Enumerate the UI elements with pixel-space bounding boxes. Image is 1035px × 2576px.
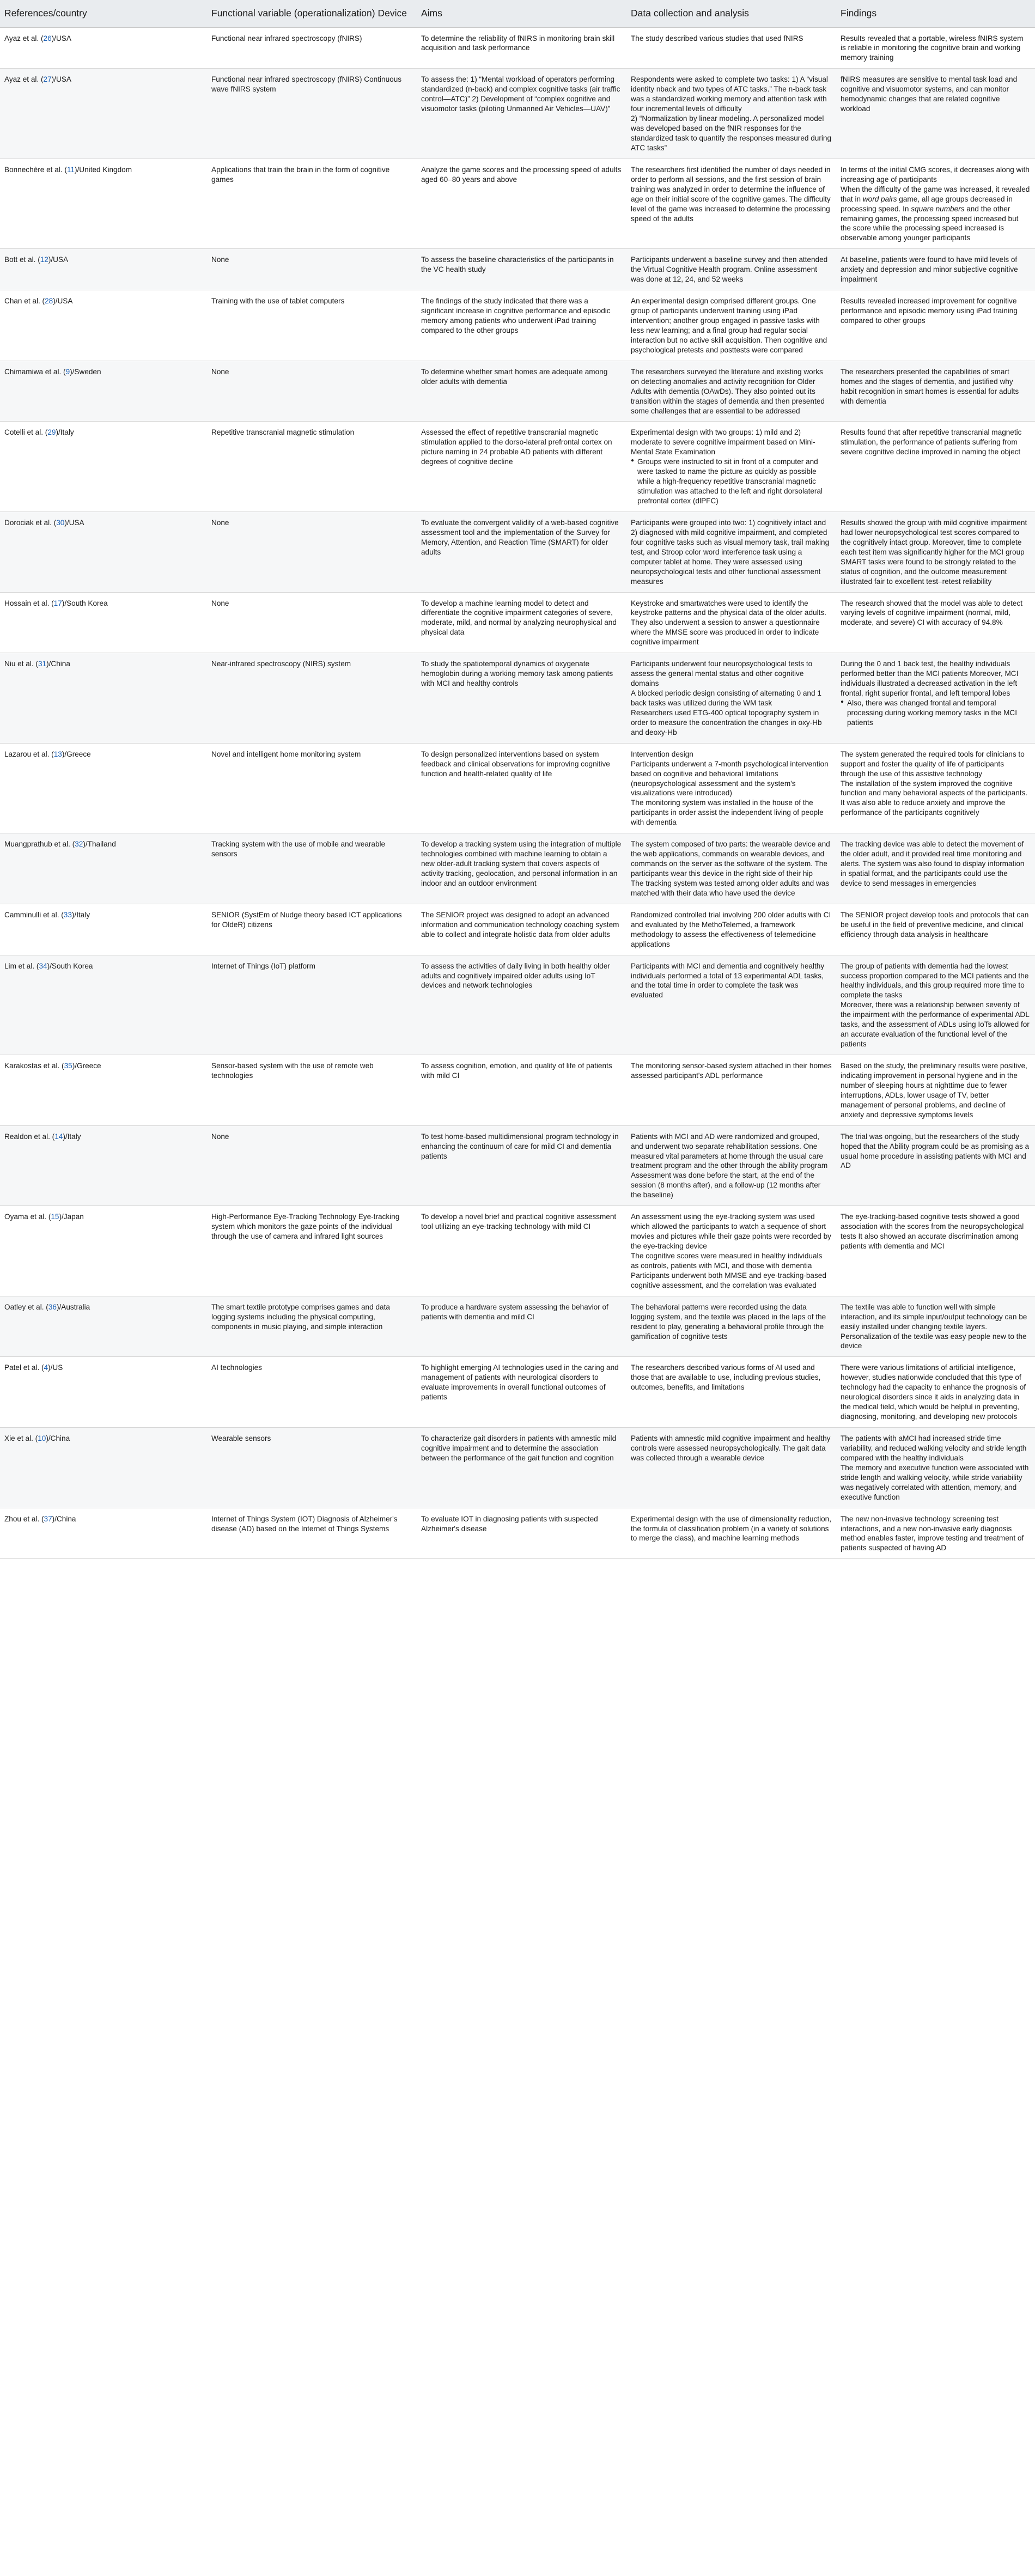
device-cell [207,904,417,955]
aims-paragraph: To assess the baseline characteristics of the participants in the VC health study [421,255,614,274]
device-cell [207,422,417,512]
citation-link[interactable]: 17 [53,599,62,607]
data-paragraph: Keystroke and smartwatches were used to identify the keystroke patterns and the physical data of the older adults. They also underwent a session to answer a questionnaire where the MMSE score was produced in order to indicate cognitive impairment [631,599,826,647]
reference-cell [0,743,207,833]
table-row [0,653,1035,744]
aims-cell [417,290,626,361]
data-paragraph: The study described various studies that used fNIRS [631,34,803,42]
aims-paragraph: To highlight emerging AI technologies used in the caring and management of patients with neurological disorders to evaluate improvements in overall functional outcomes of patients [421,1363,619,1402]
findings-paragraph: Results revealed increased improvement for cognitive performance and episodic memory using iPad training compared to other groups [841,297,1018,325]
aims-paragraph: To produce a hardware system assessing the behavior of patients with dementia and mild CI [421,1302,608,1321]
data-cell [626,69,836,159]
findings-cell [836,1428,1035,1508]
device-paragraph: Wearable sensors [211,1434,271,1442]
reference-cell [0,27,207,69]
reference-cell [0,159,207,249]
reference-country: )/China [52,1514,76,1523]
aims-cell [417,955,626,1055]
findings-paragraph: SMART tasks were found to be strongly related to the status of cognition, and the outcome measurement illustrated fair to excellent test–retest reliability [841,557,1016,586]
aims-paragraph: The findings of the study indicated that there was a significant increase in cognitive performance and episodic memory among patients who underwent iPad training compared to the other groups [421,297,611,334]
header-row [0,0,1035,27]
device-paragraph: Near-infrared spectroscopy (NIRS) system [211,660,351,668]
data-paragraph: Patients with MCI and AD were randomized and grouped, and underwent two separate rehabilitation sessions. One measured vital parameters at home through the usual care treatment program and the other through the ability program [631,1132,828,1170]
reference-cell [0,422,207,512]
reference-country: )/United Kingdom [75,165,132,174]
device-cell [207,833,417,904]
reference-cell [0,833,207,904]
reference-author: Camminulli et al. ( [4,910,64,919]
data-paragraph: Randomized controlled trial involving 200 older adults with CI and evaluated by the MethoTelemed, a framework methodology to assess the effectiveness of telemedicine applications [631,910,831,948]
reference-cell [0,249,207,290]
reference-country: )/Italy [56,428,74,437]
data-paragraph: The tracking system was tested among older adults and was matched with their data who have used the device [631,879,830,897]
citation-link[interactable]: 27 [43,75,52,84]
reference-author: Hossain et al. ( [4,599,54,607]
findings-cell [836,1296,1035,1357]
findings-paragraph: The tracking device was able to detect the movement of the older adult, and it provided real time monitoring and alerts. The system was also found to display information in spatial format, and the participants could use the device to send messages in emergencies [841,840,1025,887]
citation-link[interactable]: 30 [56,518,65,527]
reference-author: Bott et al. ( [4,255,40,264]
device-paragraph: None [211,1132,229,1141]
data-paragraph: The behavioral patterns were recorded using the data logging system, and the textile was placed in the laps of the resident to play, generating a behavioral profile through the gamification of cognitive tests [631,1302,826,1341]
findings-paragraph: The memory and executive function were associated with stride length and walking velocity, while stride variability was negatively correlated with attention, memory, and executive function [841,1463,1029,1501]
findings-cell [836,69,1035,159]
table-row [0,1428,1035,1508]
header-data-collection: Data collection and analysis [626,0,836,27]
device-paragraph: Functional near infrared spectroscopy (fNIRS) [211,34,362,42]
findings-paragraph: During the 0 and 1 back test, the healthy individuals performed better than the MCI patients Moreover, MCI individuals illustrated a decreased activation in the left frontal, right superior frontal, and left temporal lobes [841,660,1019,697]
header-findings: Findings [836,0,1035,27]
device-cell [207,1508,417,1559]
aims-paragraph: To test home-based multidimensional program technology in enhancing the continuum of care for mild CI and dementia patients [421,1132,619,1160]
data-paragraph: 2) “Normalization by linear modeling. A personalized model was developed based on the fNIR responses for the standardized task to quantify the responses measured during ATC tasks” [631,114,832,152]
aims-cell [417,1428,626,1508]
citation-link[interactable]: 37 [44,1514,52,1523]
table-row [0,592,1035,653]
reference-cell [0,955,207,1055]
table-row [0,361,1035,422]
findings-paragraph: The installation of the system improved the cognitive function and many behavioral aspects of the participants. It was also able to reduce anxiety and improve the performance of the participants cognitively [841,779,1028,817]
reference-cell [0,1125,207,1206]
reference-cell [0,511,207,592]
findings-cell [836,1055,1035,1126]
table-row [0,743,1035,833]
reference-author: Ayaz et al. ( [4,34,44,42]
findings-cell [836,511,1035,592]
citation-link[interactable]: 4 [44,1363,48,1372]
reference-cell [0,1428,207,1508]
findings-paragraph: The SENIOR project develop tools and protocols that can be useful in the field of preventive medicine, and clinical efficiency through data analysis in healthcare [841,910,1029,939]
data-paragraph: The researchers first identified the number of days needed in order to perform all sessions, and the first session of brain training was analyzed in order to determine the influence of age on their initial score of the cognitive games. The difficulty level of the game was increased to determine the processing speed of the adults [631,165,831,223]
reference-author: Chan et al. ( [4,297,45,306]
data-paragraph: The researchers surveyed the literature and existing works on detecting anomalies and activity recognition for Older Adults with dementia (OAwDs). They also pointed out its transition within the stages of dementia and then presented some challenges that are essential to be addressed [631,367,825,415]
findings-cell [836,290,1035,361]
reference-country: )/Italy [71,910,90,919]
findings-paragraph: Results showed the group with mild cognitive impairment had lower neuropsychological test scores compared to the cognitively intact group. Moreover, time to complete each test item was significantly higher for the MCI group [841,518,1027,556]
findings-cell [836,743,1035,833]
reference-country: )/Australia [56,1302,90,1311]
data-paragraph: Participants were grouped into two: 1) cognitively intact and 2) diagnosed with mild cognitive impairment, and completed four cognitive tasks such as visual memory task, trail making test, and Stroop color word interference task using a computer tablet at home. They were assessed using neuropsychological tests and other functional assessment measures [631,518,830,586]
findings-cell [836,422,1035,512]
device-cell [207,361,417,422]
reference-cell [0,1357,207,1428]
device-paragraph: SENIOR (SystEm of Nudge theory based ICT applications for OldeR) citizens [211,910,402,929]
findings-paragraph: The group of patients with dementia had the lowest success proportion compared to the MCI patients and the healthy individuals, and this group required more time to complete the tasks [841,961,1029,1000]
reference-cell [0,1055,207,1126]
device-paragraph: Repetitive transcranial magnetic stimulation [211,428,355,437]
reference-country: )/USA [51,34,71,42]
device-paragraph: AI technologies [211,1363,262,1372]
aims-cell [417,592,626,653]
findings-paragraph: The research showed that the model was able to detect varying levels of cognitive impairment (normal, mild, moderate, and severe) CI with accuracy of 94.8% [841,599,1022,627]
data-paragraph: Patients with amnestic mild cognitive impairment and healthy controls were assessed neuropsychologically. The gait data was collected through a wearable device [631,1434,831,1462]
findings-paragraph: fNIRS measures are sensitive to mental task load and cognitive and visuomotor systems, and can monitor hemodynamic changes that are related cognitive workload [841,75,1018,113]
table-row [0,955,1035,1055]
data-paragraph: An assessment using the eye-tracking system was used which allowed the participants to watch a sequence of short movies and pictures while their gaze points were recorded by the eye-tracking device [631,1213,831,1250]
data-cell [626,290,836,361]
table-row [0,904,1035,955]
findings-cell [836,592,1035,653]
data-paragraph: Researchers used ETG-400 optical topography system in order to measure the concentration the changes in oxy-Hb and deoxy-Hb [631,708,822,736]
aims-cell [417,69,626,159]
data-paragraph: Participants with MCI and dementia and cognitively healthy individuals performed a total of 13 experimental ADL tasks, and the total time in order to complete the task was evaluated [631,961,825,1000]
reference-cell [0,592,207,653]
aims-cell [417,159,626,249]
aims-cell [417,904,626,955]
data-cell [626,1508,836,1559]
reference-country: )/China [46,1434,70,1442]
reference-country: )/US [48,1363,63,1372]
table-row [0,69,1035,159]
reference-author: Oatley et al. ( [4,1302,48,1311]
findings-paragraph: Results revealed that a portable, wireless fNIRS system is reliable in monitoring the cognitive brain and working memory training [841,34,1024,62]
reference-author: Cotelli et al. ( [4,428,48,437]
device-cell [207,1125,417,1206]
data-cell [626,27,836,69]
data-cell [626,511,836,592]
data-paragraph: The system composed of two parts: the wearable device and the web applications, commands on wearable devices, and commands on the server as the software of the system. The participants wear this device in the right side of their hip [631,840,830,878]
findings-cell [836,955,1035,1055]
data-cell [626,653,836,744]
reference-author: Muangprathub et al. ( [4,840,75,849]
aims-cell [417,511,626,592]
data-paragraph: ● Groups were instructed to sit in front of a computer and were tasked to name the picture as quickly as possible while a high-frequency repetitive transcranial magnetic stimulation was attached to the left and right dorsolateral prefrontal cortex (dlPFC) [631,457,832,506]
device-cell [207,249,417,290]
device-paragraph: The smart textile prototype comprises games and data logging systems including the physical computing, components in music playing, and simple interaction [211,1302,390,1331]
table-body [0,27,1035,1559]
aims-paragraph: To study the spatiotemporal dynamics of oxygenate hemoglobin during a working memory task among patients with MCI and healthy controls [421,660,613,688]
citation-link[interactable]: 9 [65,367,70,376]
findings-paragraph: ● Also, there was changed frontal and temporal processing during working memory tasks in the MCI patients [841,698,1031,728]
findings-paragraph: The trial was ongoing, but the researchers of the study hoped that the Ability program could be as promising as a usual home procedure in assisting patients with MCI and AD [841,1132,1030,1170]
citation-link[interactable]: 35 [64,1062,72,1070]
aims-cell [417,653,626,744]
findings-paragraph: The patients with aMCI had increased stride time variability, and reduced walking velocity and stride length compared with the healthy individuals [841,1434,1027,1462]
reference-author: Lim et al. ( [4,961,39,970]
citation-link[interactable]: 12 [40,255,48,264]
data-paragraph: Experimental design with the use of dimensionality reduction, the formula of classification problem (in a variety of solutions to merge the class), and machine learning methods [631,1514,831,1543]
data-cell [626,361,836,422]
aims-cell [417,249,626,290]
aims-paragraph: To develop a machine learning model to detect and differentiate the cognitive impairment categories of severe, moderate, mild, and normal by analyzing neurophysical and physical data [421,599,617,637]
table-row [0,290,1035,361]
findings-paragraph: At baseline, patients were found to have mild levels of anxiety and depression and minor subjective cognitive impairment [841,255,1018,284]
device-cell [207,1357,417,1428]
data-cell [626,159,836,249]
aims-cell [417,1206,626,1296]
reference-cell [0,69,207,159]
citation-link[interactable]: 11 [66,165,75,174]
reference-cell [0,904,207,955]
citation-link[interactable]: 32 [75,840,83,849]
aims-cell [417,1296,626,1357]
findings-cell [836,1125,1035,1206]
citation-link[interactable]: 10 [38,1434,46,1442]
reference-country: )/Greece [72,1062,101,1070]
aims-cell [417,361,626,422]
reference-country: )/Japan [59,1213,84,1221]
header-references: References/country [0,0,207,27]
reference-country: )/Thailand [83,840,116,849]
data-paragraph: Participants underwent a 7-month psychological intervention based on cognitive and behavioral limitations (neuropsychological assessment and the system's visualizations were introduced) [631,759,829,797]
device-paragraph: Internet of Things (IoT) platform [211,961,315,970]
citation-link[interactable]: 26 [43,34,52,42]
device-paragraph: None [211,518,229,527]
reference-country: )/Greece [62,750,91,758]
data-cell [626,1428,836,1508]
aims-paragraph: To develop a novel brief and practical cognitive assessment tool utilizing an eye-tracking technology with mild CI [421,1213,617,1231]
data-paragraph: Experimental design with two groups: 1) mild and 2) moderate to severe cognitive impairment based on Mini-Mental State Examination [631,428,815,456]
aims-paragraph: Assessed the effect of repetitive transcranial magnetic stimulation applied to the dorso-lateral prefrontal cortex on picture naming in 24 probable AD patients with different degrees of cognitive decline [421,428,612,466]
device-cell [207,1055,417,1126]
aims-paragraph: The SENIOR project was designed to adopt an advanced information and communication technology coaching system able to collect and integrate holistic data from older adults [421,910,619,939]
findings-cell [836,159,1035,249]
findings-cell [836,361,1035,422]
data-paragraph: The researchers described various forms of AI used and those that are available to use, including previous studies, outcomes, benefits, and limitations [631,1363,821,1392]
device-cell [207,27,417,69]
table-row [0,159,1035,249]
reference-country: )/Italy [63,1132,81,1141]
reference-author: Patel et al. ( [4,1363,44,1372]
reference-author: Ayaz et al. ( [4,75,44,84]
aims-paragraph: To assess the activities of daily living in both healthy older adults and cognitively impaired older adults using IoT devices and network technologies [421,961,610,990]
device-paragraph: High-Performance Eye-Tracking Technology Eye-tracking system which monitors the gaze points of the individual through the use of camera and infrared light sources [211,1213,400,1241]
data-paragraph: Participants underwent a baseline survey and then attended the Virtual Cognitive Health program. Online assessment was done at 12, 24, and 52 weeks [631,255,828,284]
findings-cell [836,1357,1035,1428]
table-row [0,249,1035,290]
findings-cell [836,653,1035,744]
reference-country: )/USA [51,75,71,84]
data-cell [626,904,836,955]
findings-paragraph: Results found that after repetitive transcranial magnetic stimulation, the performance of patients suffering from severe cognitive decline improved in naming the object [841,428,1022,456]
data-cell [626,833,836,904]
citation-link[interactable]: 34 [39,961,47,970]
reference-author: Niu et al. ( [4,660,38,668]
reference-country: )/South Korea [62,599,108,607]
aims-paragraph: To evaluate IOT in diagnosing patients with suspected Alzheimer's disease [421,1514,598,1533]
reference-country: )/Sweden [70,367,101,376]
data-paragraph: The monitoring sensor-based system attached in their homes assessed participant's ADL performance [631,1062,832,1080]
reference-cell [0,361,207,422]
reference-country: )/China [46,660,70,668]
reference-author: Lazarou et al. ( [4,750,54,758]
table-row [0,1508,1035,1559]
aims-paragraph: To determine the reliability of fNIRS in monitoring brain skill acquisition and task performance [421,34,615,52]
device-paragraph: Sensor-based system with the use of remote web technologies [211,1062,374,1080]
citation-link[interactable]: 33 [63,910,72,919]
device-paragraph: Tracking system with the use of mobile and wearable sensors [211,840,386,858]
aims-paragraph: Analyze the game scores and the processing speed of adults aged 60–80 years and above [421,165,622,184]
table-row [0,1125,1035,1206]
aims-paragraph: To determine whether smart homes are adequate among older adults with dementia [421,367,608,386]
findings-paragraph: The textile was able to function well with simple interaction, and its simple input/output technology can be easily installed under changing textile layers. Personalization of the textile was easy people new to the device [841,1302,1027,1350]
citation-link[interactable]: 29 [47,428,56,437]
device-cell [207,290,417,361]
data-cell [626,1206,836,1296]
device-cell [207,1296,417,1357]
data-cell [626,743,836,833]
citation-link[interactable]: 31 [38,660,47,668]
findings-cell [836,833,1035,904]
citation-link[interactable]: 13 [53,750,62,758]
data-cell [626,249,836,290]
aims-cell [417,1508,626,1559]
data-paragraph: The monitoring system was installed in the house of the participants in order assist the independent living of people with dementia [631,799,824,827]
citation-link[interactable]: 36 [48,1302,57,1311]
device-paragraph: None [211,367,229,376]
device-paragraph: None [211,255,229,264]
device-cell [207,69,417,159]
aims-paragraph: To evaluate the convergent validity of a web-based cognitive assessment tool and the implementation of the Survey for Memory, Attention, and Reaction Time (SMART) for older adults [421,518,619,556]
data-cell [626,1125,836,1206]
aims-cell [417,1055,626,1126]
findings-cell [836,27,1035,69]
reference-author: Oyama et al. ( [4,1213,51,1221]
device-cell [207,653,417,744]
table-row [0,27,1035,69]
reference-cell [0,290,207,361]
findings-paragraph: The researchers presented the capabilities of smart homes and the stages of dementia, and justified why habit recognition in smart homes is essential for adults with dementia [841,367,1019,405]
reference-cell [0,1508,207,1559]
reference-cell [0,1206,207,1296]
device-cell [207,1206,417,1296]
reference-author: Xie et al. ( [4,1434,38,1442]
header-aims: Aims [417,0,626,27]
aims-paragraph: To characterize gait disorders in patients with amnestic mild cognitive impairment and to determine the association between the performance of the gait function and cognition [421,1434,617,1462]
device-paragraph: None [211,599,229,607]
aims-paragraph: To design personalized interventions based on system feedback and clinical observations for improving cognitive function and health-related quality of life [421,750,610,778]
table-row [0,1206,1035,1296]
findings-paragraph: The eye-tracking-based cognitive tests showed a good association with the scores from the neuropsychological tests It also showed an accurate discrimination among patients with dementia and MCI [841,1213,1024,1250]
aims-cell [417,422,626,512]
header-device: Functional variable (operationalization) Device [207,0,417,27]
reference-author: Bonnechère et al. ( [4,165,67,174]
reference-author: Realdon et al. ( [4,1132,55,1141]
reference-country: )/USA [64,518,84,527]
device-paragraph: Internet of Things System (IOT) Diagnosis of Alzheimer's disease (AD) based on the Internet of Things Systems [211,1514,398,1533]
findings-cell [836,1508,1035,1559]
data-paragraph: The cognitive scores were measured in healthy individuals as controls, patients with MCI, and those with dementia [631,1251,823,1270]
reference-author: Dorociak et al. ( [4,518,57,527]
data-cell [626,422,836,512]
device-cell [207,511,417,592]
data-paragraph: Intervention design [631,750,693,758]
findings-paragraph: Moreover, there was a relationship between severity of the impairment with the performance of experimental ADL tasks, and the assessment of ADLs using IoTs allowed for an accurate evaluation of the functional level of the patients [841,1001,1030,1049]
reference-country: )/USA [53,297,73,306]
aims-paragraph: To assess the: 1) “Mental workload of operators performing standardized (n-back) and complex cognitive tasks (air traffic control—ATC)” 2) Development of “complex cognitive and visuomotor tasks (piloting Unmanned Air Vehicles—UAV)” [421,75,620,113]
device-paragraph: Training with the use of tablet computers [211,297,345,306]
table-row [0,511,1035,592]
findings-cell [836,1206,1035,1296]
device-paragraph: Novel and intelligent home monitoring system [211,750,361,758]
device-cell [207,592,417,653]
findings-paragraph: There were various limitations of artificial intelligence, however, studies nationwide concluded that this type of technology had the capacity to enhance the prognosis of neurological disorders since it aids in analyzing data in the medical field, which would be helpful in preventing, diagnosing, monitoring, and developing new protocols [841,1363,1026,1421]
device-cell [207,955,417,1055]
data-paragraph: Participants underwent both MMSE and eye-tracking-based cognitive assessment, and the correlation was evaluated [631,1271,826,1289]
table-row [0,1357,1035,1428]
table-row [0,1055,1035,1126]
data-paragraph: Respondents were asked to complete two tasks: 1) A “visual identity nback and two types of ATC tasks.” The n-back task was a standardized working memory and attention task with four incremental levels of difficulty [631,75,828,113]
data-cell [626,1296,836,1357]
citation-link[interactable]: 14 [54,1132,63,1141]
findings-paragraph: The system generated the required tools for clinicians to support and foster the quality of life of participants through the use of this assistive technology [841,750,1025,778]
table-row [0,422,1035,512]
findings-paragraph: The new non-invasive technology screening test interactions, and a new non-invasive early diagnosis method enables faster, improve testing and treatment of patients suspected of having AD [841,1514,1024,1552]
table-row [0,833,1035,904]
aims-cell [417,833,626,904]
reference-cell [0,653,207,744]
aims-cell [417,1125,626,1206]
reference-country: )/USA [48,255,69,264]
aims-cell [417,27,626,69]
aims-paragraph: To develop a tracking system using the integration of multiple technologies combined with machine learning to obtain a new older-adult tracking system that covers aspects of activity tracking, geolocation, and personal information in an indoor and an outdoor environment [421,840,622,887]
table-row [0,1296,1035,1357]
data-cell [626,592,836,653]
device-cell [207,743,417,833]
device-cell [207,1428,417,1508]
findings-paragraph: Based on the study, the preliminary results were positive, indicating improvement in personal hygiene and in the number of sleeping hours at nighttime due to fewer interruptions, ADLs, lower usage of TV, better management of personal problems, and decline of anxiety and depressive symptoms levels [841,1062,1027,1119]
reference-author: Karakostas et al. ( [4,1062,64,1070]
citation-link[interactable]: 15 [51,1213,59,1221]
aims-cell [417,743,626,833]
data-paragraph: An experimental design comprised different groups. One group of participants underwent training using iPad intervention; another group engaged in passive tasks with less new learning; and a final group had regular social interaction but no active skill acquisition. Then cognitive and psychological pretests and posttests were compared [631,297,827,354]
reference-country: )/South Korea [47,961,93,970]
device-paragraph: Applications that train the brain in the form of cognitive games [211,165,390,184]
aims-paragraph: To assess cognition, emotion, and quality of life of patients with mild CI [421,1062,612,1080]
data-cell [626,1055,836,1126]
data-cell [626,955,836,1055]
data-paragraph: A blocked periodic design consisting of alternating 0 and 1 back tasks was utilized during the WM task [631,689,821,707]
data-paragraph: Participants underwent four neuropsychological tests to assess the general mental status and other cognitive domains [631,660,813,688]
device-cell [207,159,417,249]
findings-paragraph: In terms of the initial CMG scores, it decreases along with increasing age of participants [841,165,1030,184]
data-paragraph: Assessment was done before the start, at the end of the session (8 months after), and a follow-up (12 months after the baseline) [631,1171,821,1199]
data-cell [626,1357,836,1428]
reference-author: Chimamiwa et al. ( [4,367,66,376]
reference-author: Zhou et al. ( [4,1514,44,1523]
findings-cell [836,249,1035,290]
findings-cell [836,904,1035,955]
citation-link[interactable]: 28 [45,297,53,306]
aims-cell [417,1357,626,1428]
findings-paragraph: When the difficulty of the game was increased, it revealed that in word pairs game, all age groups decreased in processing speed. In square numbers and the other remaining games, the processing speed increased but the score while the processing speed increased is observable among younger participants [841,185,1030,242]
reference-cell [0,1296,207,1357]
device-paragraph: Functional near infrared spectroscopy (fNIRS) Continuous wave fNIRS system [211,75,402,94]
